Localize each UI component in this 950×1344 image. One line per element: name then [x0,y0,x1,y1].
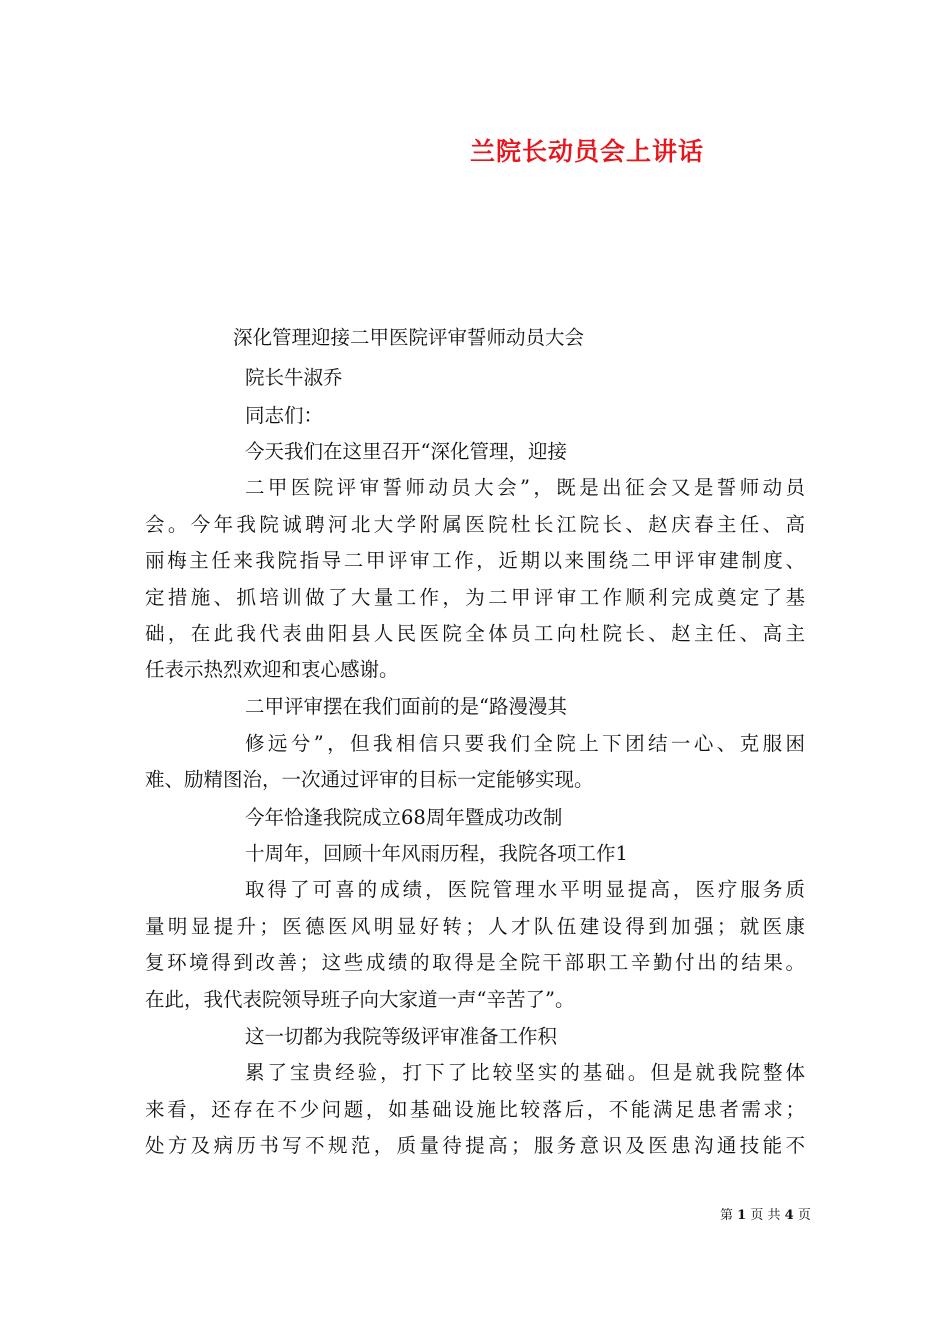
page-footer [720,1204,811,1223]
salutation-line: 同志们： [245,404,324,427]
body-line: 取得了可喜的成绩，医院管理水平明显提高，医疗服务质 [245,878,805,901]
body-line: 定措施、抓培训做了大量工作，为二甲评审工作顺利完成奠定了基 [145,586,805,609]
body-line: 今年恰逢我院成立68周年暨成功改制 [245,806,563,829]
body-line: 在此，我代表院领导班子向大家道一声“辛苦了”。 [145,988,575,1011]
body-line: 修远兮”，但我相信只要我们全院上下团结一心、克服困 [245,732,805,755]
body-line: 会。今年我院诚聘河北大学附属医院杜长江院长、赵庆春主任、高 [145,513,805,536]
author-line: 院长牛淑乔 [245,366,343,389]
body-line: 任表示热烈欢迎和衷心感谢。 [145,658,399,681]
body-line: 复环境得到改善；这些成绩的取得是全院干部职工辛勤付出的结果。 [145,951,805,974]
page-label-mid: 页 共 [750,1208,781,1223]
body-line: 丽梅主任来我院指导二甲评审工作，近期以来围绕二甲评审建制度、 [145,549,805,572]
body-line: 二甲医院评审誓师动员大会”，既是出征会又是誓师动员 [245,476,805,499]
page-label-suffix: 页 [797,1208,811,1223]
body-line: 十周年，回顾十年风雨历程，我院各项工作1 [245,842,628,865]
document-title: 兰院长动员会上讲话 [470,137,705,166]
body-line: 这一切都为我院等级评审准备工作积 [245,1025,558,1048]
body-line: 难、励精图治，一次通过评审的目标一定能够实现。 [145,768,594,791]
subtitle-line: 深化管理迎接二甲医院评审誓师动员大会 [233,326,585,349]
body-line: 今天我们在这里召开“深化管理，迎接 [245,440,567,463]
body-line: 累了宝贵经验，打下了比较坚实的基础。但是就我院整体 [245,1061,805,1084]
page-label-prefix: 第 [720,1208,734,1223]
page-total: 4 [784,1208,794,1223]
body-line: 量明显提升；医德医风明显好转；人才队伍建设得到加强；就医康 [145,915,805,938]
page-number: 1 [737,1208,747,1223]
body-line: 来看，还存在不少问题，如基础设施比较落后，不能满足患者需求； [145,1098,805,1121]
body-line: 处方及病历书写不规范，质量待提高；服务意识及医患沟通技能不 [145,1134,805,1157]
body-line: 础，在此我代表曲阳县人民医院全体员工向杜院长、赵主任、高主 [145,622,805,645]
body-line: 二甲评审摆在我们面前的是“路漫漫其 [245,695,567,718]
